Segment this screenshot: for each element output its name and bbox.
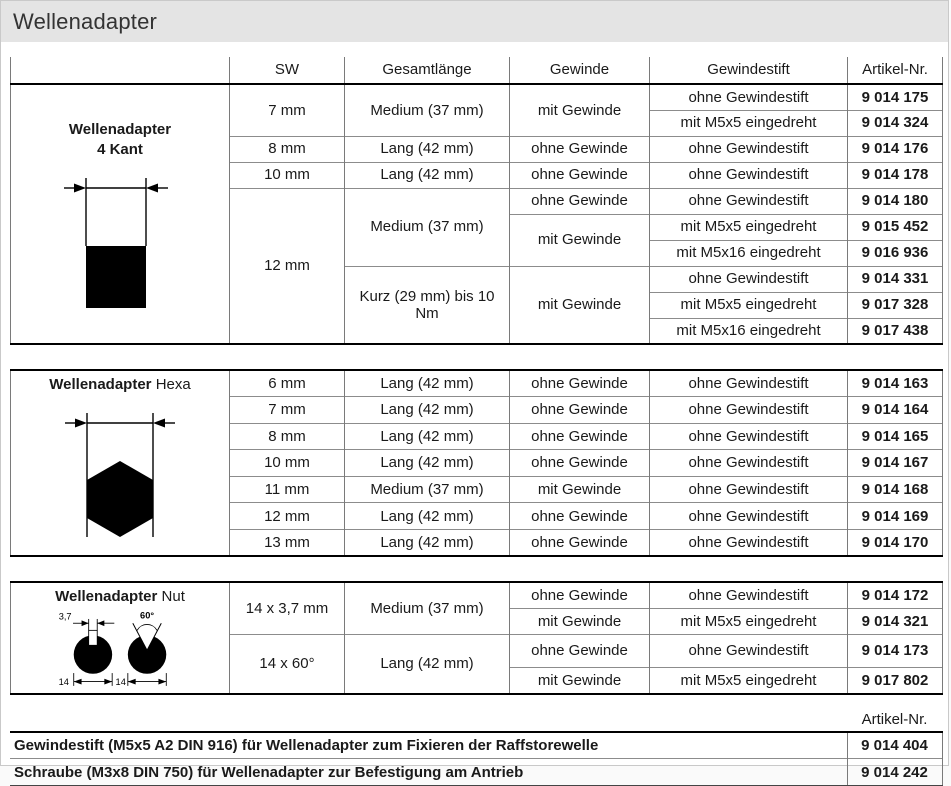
cell-article: 9 014 173 xyxy=(848,634,943,667)
cell-article: 9 014 180 xyxy=(848,188,943,214)
product-table xyxy=(10,57,943,695)
cell-length: Medium (37 mm) xyxy=(345,84,510,136)
cell-setscrew: ohne Gewindestift xyxy=(650,397,848,424)
cell-setscrew: mit M5x5 eingedreht xyxy=(650,668,848,694)
header-article: Artikel-Nr. xyxy=(848,57,943,84)
cell-length: Medium (37 mm) xyxy=(345,476,510,503)
accessory-description: Gewindestift (M5x5 A2 DIN 916) für Wellenadapter zum Fixieren der Raffstorewelle xyxy=(10,732,847,759)
cell-article: 9 014 321 xyxy=(848,608,943,634)
cell-setscrew: ohne Gewindestift xyxy=(650,162,848,188)
header-empty xyxy=(11,57,230,84)
section-gap xyxy=(11,556,943,582)
cell-article: 9 014 178 xyxy=(848,162,943,188)
cell-length: Lang (42 mm) xyxy=(345,370,510,397)
square-profile-diagram xyxy=(56,174,184,312)
accessories-table xyxy=(10,708,943,786)
table-row xyxy=(10,759,942,786)
cell-thread: mit Gewinde xyxy=(510,476,650,503)
accessories-header-empty xyxy=(10,708,847,732)
header-thread: Gewinde xyxy=(510,57,650,84)
cell-article: 9 017 328 xyxy=(848,292,943,318)
cell-article: 9 014 170 xyxy=(848,530,943,557)
cell-setscrew: ohne Gewindestift xyxy=(650,530,848,557)
cell-setscrew: mit M5x16 eingedreht xyxy=(650,318,848,344)
hexagon-profile-diagram xyxy=(60,409,180,555)
cell-article: 9 015 452 xyxy=(848,214,943,240)
cell-thread: mit Gewinde xyxy=(510,84,650,136)
cell-length: Lang (42 mm) xyxy=(345,634,510,693)
cell-length: Lang (42 mm) xyxy=(345,530,510,557)
cell-article: 9 016 936 xyxy=(848,240,943,266)
cell-length: Lang (42 mm) xyxy=(345,136,510,162)
cell-length: Lang (42 mm) xyxy=(345,450,510,477)
cell-article: 9 014 163 xyxy=(848,370,943,397)
cell-sw: 13 mm xyxy=(230,530,345,557)
cell-setscrew: ohne Gewindestift xyxy=(650,582,848,608)
cell-length: Lang (42 mm) xyxy=(345,162,510,188)
cell-thread: mit Gewinde xyxy=(510,608,650,634)
cell-article: 9 014 324 xyxy=(848,110,943,136)
cell-article: 9 014 172 xyxy=(848,582,943,608)
cell-sw: 8 mm xyxy=(230,423,345,450)
cell-sw: 7 mm xyxy=(230,397,345,424)
cell-article: 9 014 168 xyxy=(848,476,943,503)
table-row xyxy=(10,732,942,759)
table-row xyxy=(11,370,943,397)
cell-thread: ohne Gewinde xyxy=(510,397,650,424)
cell-article: 9 014 176 xyxy=(848,136,943,162)
cell-sw: 8 mm xyxy=(230,136,345,162)
section-label-nut: Wellenadapter Nut xyxy=(15,583,225,607)
cell-article: 9 014 404 xyxy=(847,732,942,759)
cell-setscrew: ohne Gewindestift xyxy=(650,450,848,477)
cell-thread: ohne Gewinde xyxy=(510,530,650,557)
table-row xyxy=(11,84,943,110)
cell-sw: 7 mm xyxy=(230,84,345,136)
cell-article: 9 017 438 xyxy=(848,318,943,344)
nut-diameter-left-label: 14 xyxy=(59,677,69,687)
cell-thread: mit Gewinde xyxy=(510,266,650,344)
cell-setscrew: mit M5x5 eingedreht xyxy=(650,608,848,634)
cell-sw: 12 mm xyxy=(230,503,345,530)
title-bar xyxy=(1,1,948,42)
cell-length: Medium (37 mm) xyxy=(345,188,510,266)
cell-thread: ohne Gewinde xyxy=(510,582,650,608)
accessory-description: Schraube (M3x8 DIN 750) für Wellenadapter zur Befestigung am Antrieb xyxy=(10,759,847,786)
nut-profile-diagram xyxy=(47,609,193,693)
section-kant-cell xyxy=(11,84,230,344)
cell-setscrew: ohne Gewindestift xyxy=(650,136,848,162)
cell-setscrew: ohne Gewindestift xyxy=(650,370,848,397)
header-length: Gesamtlänge xyxy=(345,57,510,84)
cell-thread: ohne Gewinde xyxy=(510,370,650,397)
cell-sw: 10 mm xyxy=(230,450,345,477)
cell-thread: ohne Gewinde xyxy=(510,162,650,188)
section-gap xyxy=(11,344,943,370)
cell-setscrew: ohne Gewindestift xyxy=(650,503,848,530)
cell-length: Medium (37 mm) xyxy=(345,582,510,634)
cell-sw: 11 mm xyxy=(230,476,345,503)
cell-article: 9 017 802 xyxy=(848,668,943,694)
cell-article: 9 014 165 xyxy=(848,423,943,450)
cell-length: Lang (42 mm) xyxy=(345,503,510,530)
accessories-header-article: Artikel-Nr. xyxy=(847,708,942,732)
cell-setscrew: mit M5x5 eingedreht xyxy=(650,214,848,240)
table-row xyxy=(11,582,943,608)
section-hexa-cell xyxy=(11,370,230,556)
table-header-row xyxy=(11,57,943,84)
cell-article: 9 014 175 xyxy=(848,84,943,110)
cell-setscrew: mit M5x5 eingedreht xyxy=(650,292,848,318)
cell-length: Lang (42 mm) xyxy=(345,423,510,450)
cell-article: 9 014 164 xyxy=(848,397,943,424)
cell-article: 9 014 167 xyxy=(848,450,943,477)
cell-thread: ohne Gewinde xyxy=(510,450,650,477)
nut-diameter-right-label: 14 xyxy=(116,677,126,687)
cell-sw: 10 mm xyxy=(230,162,345,188)
cell-sw: 6 mm xyxy=(230,370,345,397)
cell-length: Kurz (29 mm) bis 10 Nm xyxy=(345,266,510,344)
cell-setscrew: mit M5x16 eingedreht xyxy=(650,240,848,266)
section-label-hexa: Wellenadapter Hexa xyxy=(15,371,225,395)
cell-setscrew: ohne Gewindestift xyxy=(650,423,848,450)
cell-length: Lang (42 mm) xyxy=(345,397,510,424)
section-label-kant: Wellenadapter 4 Kant xyxy=(15,116,225,161)
header-setscrew: Gewindestift xyxy=(650,57,848,84)
cell-setscrew: ohne Gewindestift xyxy=(650,634,848,667)
cell-sw: 14 x 3,7 mm xyxy=(230,582,345,634)
cell-article: 9 014 242 xyxy=(847,759,942,786)
cell-article: 9 014 169 xyxy=(848,503,943,530)
cell-sw: 14 x 60° xyxy=(230,634,345,693)
cell-thread: mit Gewinde xyxy=(510,214,650,266)
cell-thread: ohne Gewinde xyxy=(510,188,650,214)
cell-sw: 12 mm xyxy=(230,188,345,344)
nut-angle-label: 60° xyxy=(140,610,154,620)
cell-thread: ohne Gewinde xyxy=(510,634,650,667)
cell-setscrew: ohne Gewindestift xyxy=(650,266,848,292)
cell-setscrew: mit M5x5 eingedreht xyxy=(650,110,848,136)
cell-setscrew: ohne Gewindestift xyxy=(650,84,848,110)
cell-thread: ohne Gewinde xyxy=(510,503,650,530)
nut-notch-width-label: 3,7 xyxy=(59,611,72,621)
section-nut-cell xyxy=(11,582,230,693)
cell-thread: ohne Gewinde xyxy=(510,136,650,162)
cell-article: 9 014 331 xyxy=(848,266,943,292)
accessories-header-row xyxy=(10,708,942,732)
cell-thread: ohne Gewinde xyxy=(510,423,650,450)
cell-setscrew: ohne Gewindestift xyxy=(650,476,848,503)
cell-setscrew: ohne Gewindestift xyxy=(650,188,848,214)
cell-thread: mit Gewinde xyxy=(510,668,650,694)
page-title: Wellenadapter xyxy=(13,9,157,35)
header-sw: SW xyxy=(230,57,345,84)
content-area xyxy=(1,42,948,786)
